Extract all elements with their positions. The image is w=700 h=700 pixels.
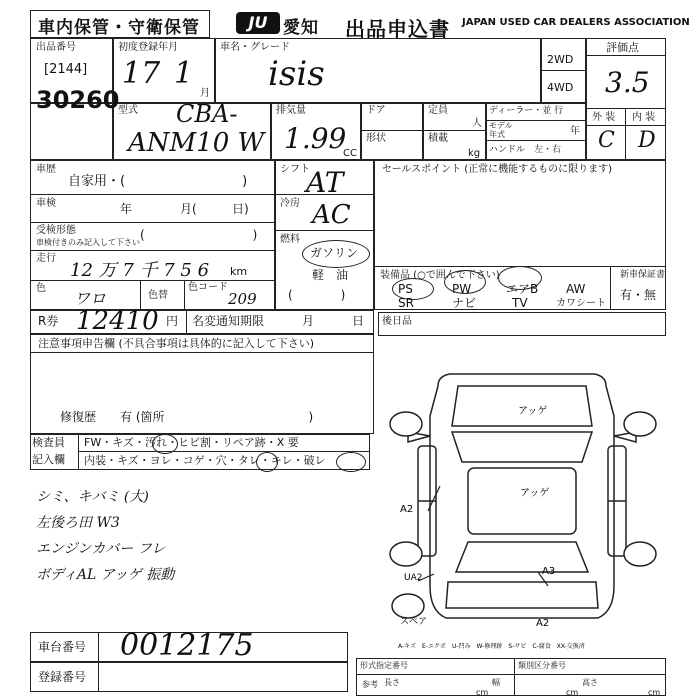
cert-length-unit: cm — [476, 688, 489, 697]
equipment-aw: AW — [566, 282, 586, 296]
warranty-label: 新車保証書 — [620, 270, 666, 280]
cert-length: 長さ — [384, 678, 400, 687]
transfer-sub: 車検付きのみ記入して下さい — [36, 238, 140, 247]
damage-mark-side: A2 — [400, 504, 414, 515]
expiry-month: 月 — [302, 314, 315, 328]
cert-label: 形式指定番号 — [360, 661, 408, 670]
capacity-label: 定員 — [428, 105, 448, 116]
aftermarket-box — [378, 312, 666, 336]
car-name-label: 車名・グレード — [220, 42, 290, 53]
car-name-value: isis — [268, 54, 325, 94]
cert-height: 高さ — [582, 678, 598, 687]
damage-mark-rear: A2 — [536, 618, 550, 629]
history-value: 自家用・( ) — [68, 174, 248, 189]
inspector-label1: 検査員 — [32, 436, 65, 449]
inspection-label: 車検 — [36, 198, 56, 209]
door-label: ドア — [366, 105, 386, 116]
cert-width-unit: cm — [566, 688, 579, 697]
equipment-circle-ps — [392, 278, 434, 300]
registration-month-unit: 月 — [200, 88, 210, 99]
dealer-year-unit: 年 — [570, 126, 580, 137]
displacement-label: 排気量 — [276, 105, 306, 116]
inspector-circle-1 — [152, 434, 178, 454]
color-label: 色 — [36, 283, 46, 294]
sales-point-label: セールスポイント (正常に機能するものに限ります) — [382, 164, 613, 175]
inspection-month: 月( — [180, 202, 197, 216]
damage-mark-roof: アッゲ — [520, 488, 550, 499]
load-label: 積載 — [428, 133, 448, 144]
chassis-label: 車台番号 — [38, 640, 87, 654]
fuel-gasoline: ガソリン — [310, 246, 359, 260]
interior-value: D — [638, 128, 656, 153]
hand-note-4: ボディAL アッゲ 振動 — [36, 567, 175, 583]
fuel-paren: ( ) — [288, 288, 346, 302]
exterior-label: 外 装 — [592, 112, 616, 123]
mileage-unit: km — [230, 265, 248, 278]
history-label: 車歴 — [36, 164, 56, 175]
registration-year: 17 — [122, 56, 161, 91]
inspector-row1: FW・キズ・汚れ・ヒビ割・リペア跡・X 要 — [84, 436, 299, 449]
color-value: ワロ — [74, 289, 107, 308]
aftermarket-label: 後日品 — [382, 316, 412, 327]
hand-note-1: シミ、キバミ (大) — [36, 489, 149, 505]
recycle-unit: 円 — [166, 314, 179, 328]
mileage-label: 走行 — [36, 253, 56, 264]
registration-label: 初度登録年月 — [118, 42, 178, 53]
repair-history: 修復歴 有 (箇所 ) — [60, 410, 314, 424]
expiry-day: 日 — [352, 314, 365, 328]
inspector-row2: 内装・キズ・ヨレ・コゲ・穴・タレ・キレ・破レ — [84, 454, 326, 467]
load-unit: kg — [468, 148, 481, 159]
cert-ref: 参考 — [362, 680, 378, 689]
inspector-label2: 記入欄 — [32, 453, 65, 466]
recycle-value: 12410 — [76, 306, 159, 336]
inspector-circle-2 — [256, 452, 278, 472]
damage-legend: A-キズ E-エクボ U-凹み W-修理跡 S-サビ C-腐食 XX-交換済 — [398, 643, 585, 650]
inspector-circle-3 — [336, 452, 366, 472]
car-damage-diagram — [378, 336, 666, 656]
equipment-airbag: エアB — [506, 282, 539, 296]
dealer-model: モデル — [489, 121, 513, 130]
model-line1: CBA- — [176, 100, 238, 128]
color-change-label: 色替 — [148, 290, 168, 301]
cert-width: 幅 — [492, 678, 500, 687]
equipment-circle-pw — [444, 270, 486, 294]
damage-mark-rear-window: A3 — [542, 566, 556, 577]
drive-4wd: 4WD — [547, 81, 574, 94]
equipment-tv: TV — [512, 296, 528, 310]
notes-label: 注意事項申告欄 (不具合事項は具体的に記入して下さい) — [38, 337, 315, 350]
spare-label: スペア — [400, 617, 428, 627]
shift-label: シフト — [280, 164, 310, 175]
shift-value: AT — [306, 166, 344, 199]
damage-mark-bumper: UA2 — [404, 573, 423, 583]
lot-number: 30260 — [36, 86, 120, 114]
dealer-line1: ディーラー・並 行 — [489, 106, 564, 116]
equipment-pw: PW — [452, 282, 472, 296]
model-label: 型式 — [118, 105, 138, 116]
score-value: 3.5 — [605, 66, 650, 99]
doc-title: 出品申込書 — [345, 17, 450, 41]
damage-mark-hood: アッゲ — [518, 406, 548, 417]
equipment-navi: ナビ — [452, 296, 477, 310]
ac-value: AC — [312, 200, 351, 230]
cert-class-label: 類別区分番号 — [518, 661, 566, 670]
shape-label: 形状 — [366, 133, 386, 144]
storage-title: 車内保管・守衛保管 — [38, 18, 200, 38]
model-line2: ANM10 W — [128, 128, 265, 158]
hand-note-2: 左後ろ田 W3 — [36, 515, 120, 531]
hand-note-3: エンジンカバー フレ — [36, 541, 166, 557]
cert-height-unit: cm — [648, 688, 661, 697]
capacity-unit: 人 — [472, 118, 482, 129]
color-code-value: 209 — [228, 290, 257, 308]
org-name-en: JAPAN USED CAR DEALERS ASSOCIATION — [462, 17, 690, 28]
color-code-label: 色コード — [188, 282, 228, 293]
equipment-ps: PS — [398, 282, 413, 296]
inspection-year: 年 — [120, 202, 133, 216]
lot-bracket: [2144] — [44, 62, 88, 77]
drive-2wd: 2WD — [547, 53, 574, 66]
inspection-day: 日) — [232, 202, 249, 216]
dealer-handle: ハンドル 左・右 — [489, 145, 562, 155]
score-label: 評価点 — [606, 41, 639, 54]
lot-label: 出品番号 — [36, 42, 76, 53]
equipment-label: 装備品 (○で囲んで下さい) — [380, 270, 500, 281]
fuel-diesel: 軽 油 — [312, 268, 349, 282]
org-name: 愛知 — [283, 18, 319, 38]
equipment-sr: SR — [398, 296, 414, 310]
mileage-value: 12 万 7 千 7 5 6 — [70, 260, 210, 281]
ju-logo: JU — [236, 12, 280, 34]
exterior-value: C — [598, 128, 615, 153]
recycle-label: R券 — [38, 314, 59, 328]
dealer-year: 年式 — [489, 130, 505, 139]
interior-label: 内 装 — [632, 112, 656, 123]
registration-month: 1 — [174, 56, 194, 91]
fuel-label: 燃料 — [280, 234, 300, 245]
ac-label: 冷房 — [280, 198, 300, 209]
transfer-paren: ( ) — [140, 228, 258, 242]
equipment-circle-airbag — [498, 266, 542, 290]
displacement-value: 1.99 — [284, 122, 347, 155]
transfer-label: 受検形態 — [36, 225, 76, 236]
equipment-leather: カワシート — [556, 298, 606, 309]
warranty-value: 有・無 — [620, 288, 657, 302]
expiry-label: 名変通知期限 — [192, 314, 265, 328]
displacement-unit: CC — [343, 148, 357, 159]
chassis-value: 0012175 — [120, 628, 254, 663]
plate-label: 登録番号 — [38, 670, 87, 684]
fuel-circle — [302, 240, 370, 268]
